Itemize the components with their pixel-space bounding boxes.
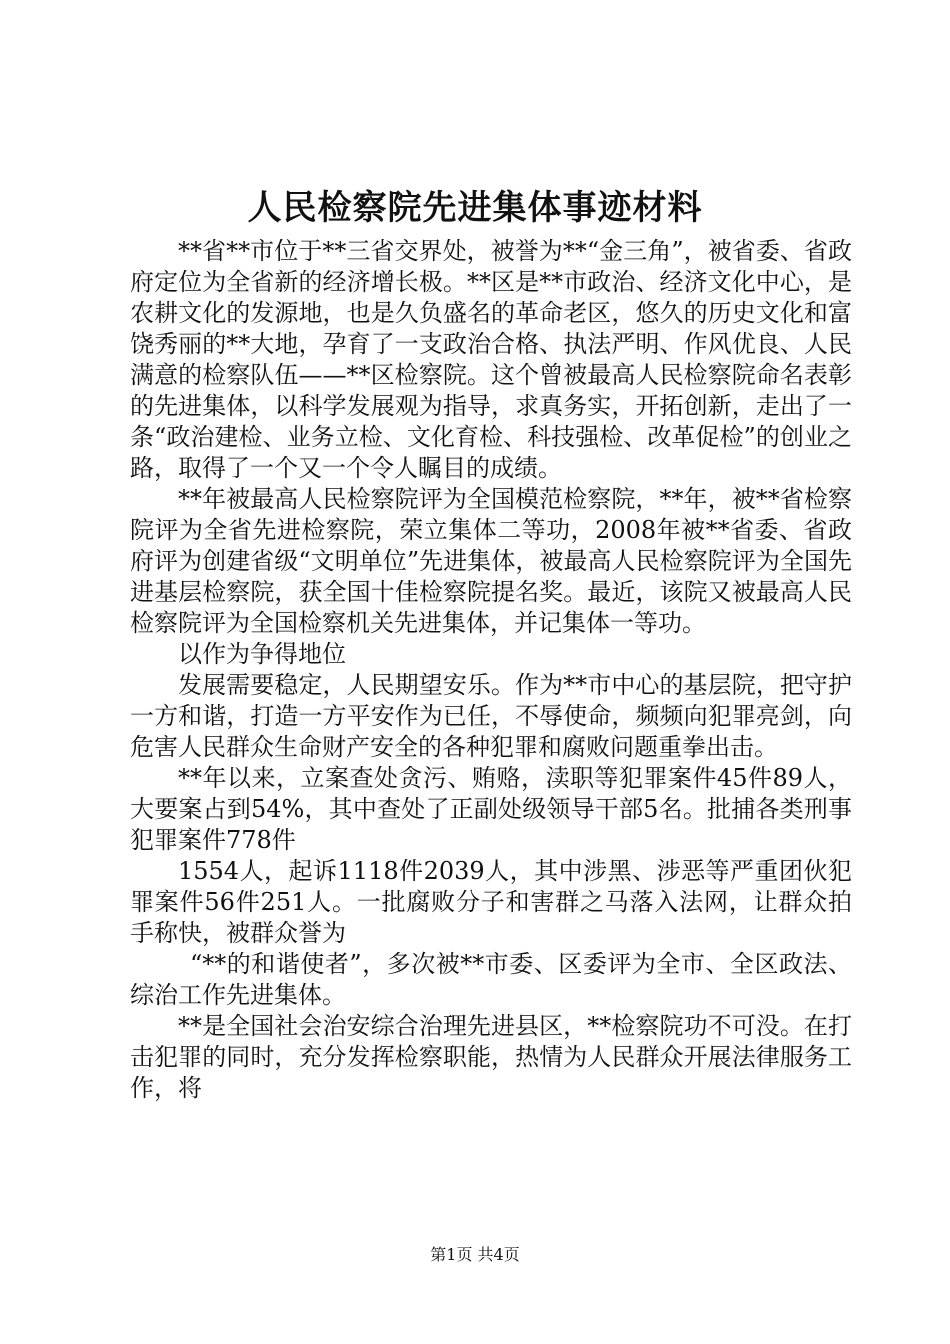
- page-footer: 第1页 共4页: [430, 1245, 520, 1264]
- section-heading: 以作为争得地位: [178, 640, 346, 668]
- paragraph-services: **是全国社会治安综合治理先进县区，**检察院功不可没。在打击犯罪的同时，充分发挥检察职能，热情为人民群众开展法律服务工作，将: [130, 1012, 852, 1102]
- document-body: [130, 236, 852, 1104]
- paragraph-cases: **年以来，立案查处贪污、贿赂，渎职等犯罪案件45件89人，大要案占到54%，其中查处了正副处级领导干部5名。批捕各类刑事犯罪案件778件: [130, 764, 852, 854]
- paragraph-praise: “**的和谐使者”，多次被**市委、区委评为全市、全区政法、综治工作先进集体。: [130, 950, 852, 1009]
- page-title: 人民检察院先进集体事迹材料: [247, 188, 703, 228]
- paragraph-mission: 发展需要稳定，人民期望安乐。作为**市中心的基层院，把守护一方和谐，打造一方平安作为已任，不辱使命，频频向犯罪亮剑，向危害人民群众生命财产安全的各种犯罪和腐败问题重拳出击。: [130, 671, 852, 761]
- paragraph-honors: **年被最高人民检察院评为全国模范检察院，**年，被**省检察院评为全省先进检察院，荣立集体二等功，2008年被**省委、省政府评为创建省级“文明单位”先进集体，被最高人民检察院评为全国先进基层检察院，获全国十佳检察院提名奖。最近，该院又被最高人民检察院评为全国检察机关先进集体，并记集体一等功。: [130, 485, 852, 637]
- paragraph-prosecution: 1554人，起诉1118件2039人，其中涉黑、涉恶等严重团伙犯罪案件56件251人。一批腐败分子和害群之马落入法网，让群众拍手称快，被群众誉为: [130, 857, 852, 947]
- paragraph-intro: **省**市位于**三省交界处，被誉为**“金三角”，被省委、省政府定位为全省新的经济增长极。**区是**市政治、经济文化中心，是农耕文化的发源地，也是久负盛名的革命老区，悠久的历史文化和富饶秀丽的**大地，孕育了一支政治合格、执法严明、作风优良、人民满意的检察队伍——**区检察院。这个曾被最高人民检察院命名表彰的先进集体，以科学发展观为指导，求真务实，开拓创新，走出了一条“政治建检、业务立检、文化育检、科技强检、改革促检”的创业之路，取得了一个又一个令人瞩目的成绩。: [130, 237, 852, 482]
